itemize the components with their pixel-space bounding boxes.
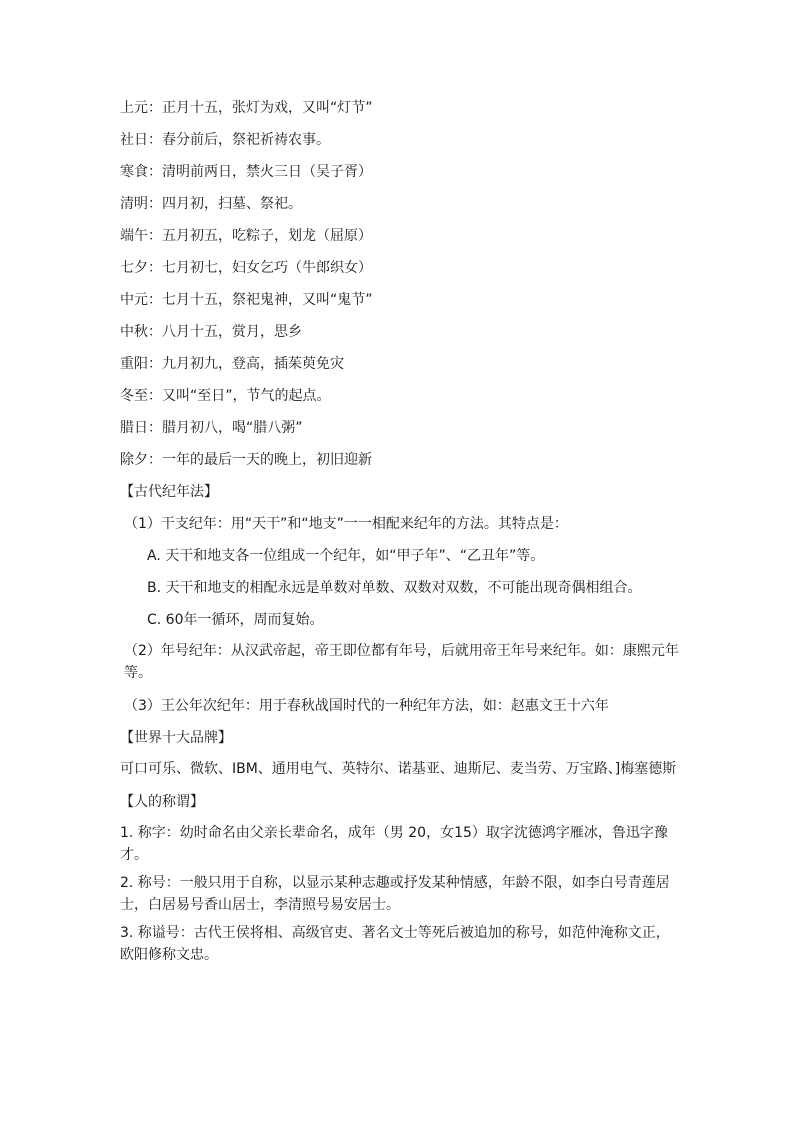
- calendar-item-nianhao: （2）年号纪年：从汉武帝起，帝王即位都有年号，后就用帝王年号来纪年。如：康熙元年等。: [124, 643, 679, 681]
- section-heading-brands: 【世界十大品牌】: [120, 730, 232, 746]
- festival-list: [120, 92, 680, 476]
- calendar-subitem: A. 天干和地支各一位组成一个纪年，如“甲子年”、“乙丑年”等。: [147, 548, 545, 564]
- title-item: 1. 称字：幼时命名由父亲长辈命名，成年（男 20，女15）取字沈德鸿字雁冰，鲁迅字豫才。: [120, 825, 668, 863]
- title-item: 2. 称号：一般只用于自称，以显示某种志趣或抒发某种情感，年龄不限，如李白号青莲居士，白居易号香山居士，李清照号易安居士。: [120, 875, 670, 913]
- document-page: [120, 92, 680, 972]
- festival-item: 冬至：又叫“至日”，节气的起点。: [120, 388, 331, 404]
- festival-item: 七夕：七月初七，妇女乞巧（牛郎织女）: [120, 260, 372, 276]
- festival-item: 上元：正月十五，张灯为戏，又叫“灯节”: [120, 100, 373, 116]
- festival-item: 中秋：八月十五，赏月，思乡: [120, 324, 302, 340]
- section-heading-titles: 【人的称谓】: [120, 794, 204, 810]
- festival-item: 清明：四月初，扫墓、祭祀。: [120, 196, 302, 212]
- calendar-subitem: C. 60年一循环，周而复始。: [147, 612, 324, 628]
- calendar-section: [120, 476, 680, 722]
- festival-item: 腊日：腊月初八，喝“腊八粥”: [120, 420, 303, 436]
- calendar-item-ganzhi: （1）干支纪年：用“天干”和“地支”一一相配来纪年的方法。其特点是：: [124, 516, 568, 532]
- calendar-item-wanggong: （3）王公年次纪年：用于春秋战国时代的一种纪年方法，如：赵惠文王十六年: [124, 698, 609, 714]
- brands-list: 可口可乐、微软、IBM、通用电气、英特尔、诺基亚、迪斯尼、麦当劳、万宝路、]梅塞德斯: [120, 761, 677, 777]
- title-item: 3. 称谥号：古代王侯将相、高级官吏、著名文士等死后被追加的称号，如范仲淹称文正，欧阳修称文忠。: [120, 925, 670, 963]
- brands-section: [120, 722, 680, 780]
- festival-item: 除夕：一年的最后一天的晚上，初旧迎新: [120, 452, 372, 468]
- festival-item: 社日：春分前后，祭祀祈祷农事。: [120, 132, 330, 148]
- festival-item: 重阳：九月初九，登高，插茱萸免灾: [120, 356, 344, 372]
- titles-section: [120, 786, 680, 966]
- calendar-subitem: B. 天干和地支的相配永远是单数对单数、双数对双数，不可能出现奇偶相组合。: [147, 580, 642, 596]
- festival-item: 寒食：清明前两日，禁火三日（吴子胥）: [120, 164, 372, 180]
- festival-item: 端午：五月初五，吃粽子，划龙（屈原）: [120, 228, 372, 244]
- section-heading-calendar: 【古代纪年法】: [120, 484, 218, 500]
- festival-item: 中元：七月十五，祭祀鬼神，又叫“鬼节”: [120, 292, 373, 308]
